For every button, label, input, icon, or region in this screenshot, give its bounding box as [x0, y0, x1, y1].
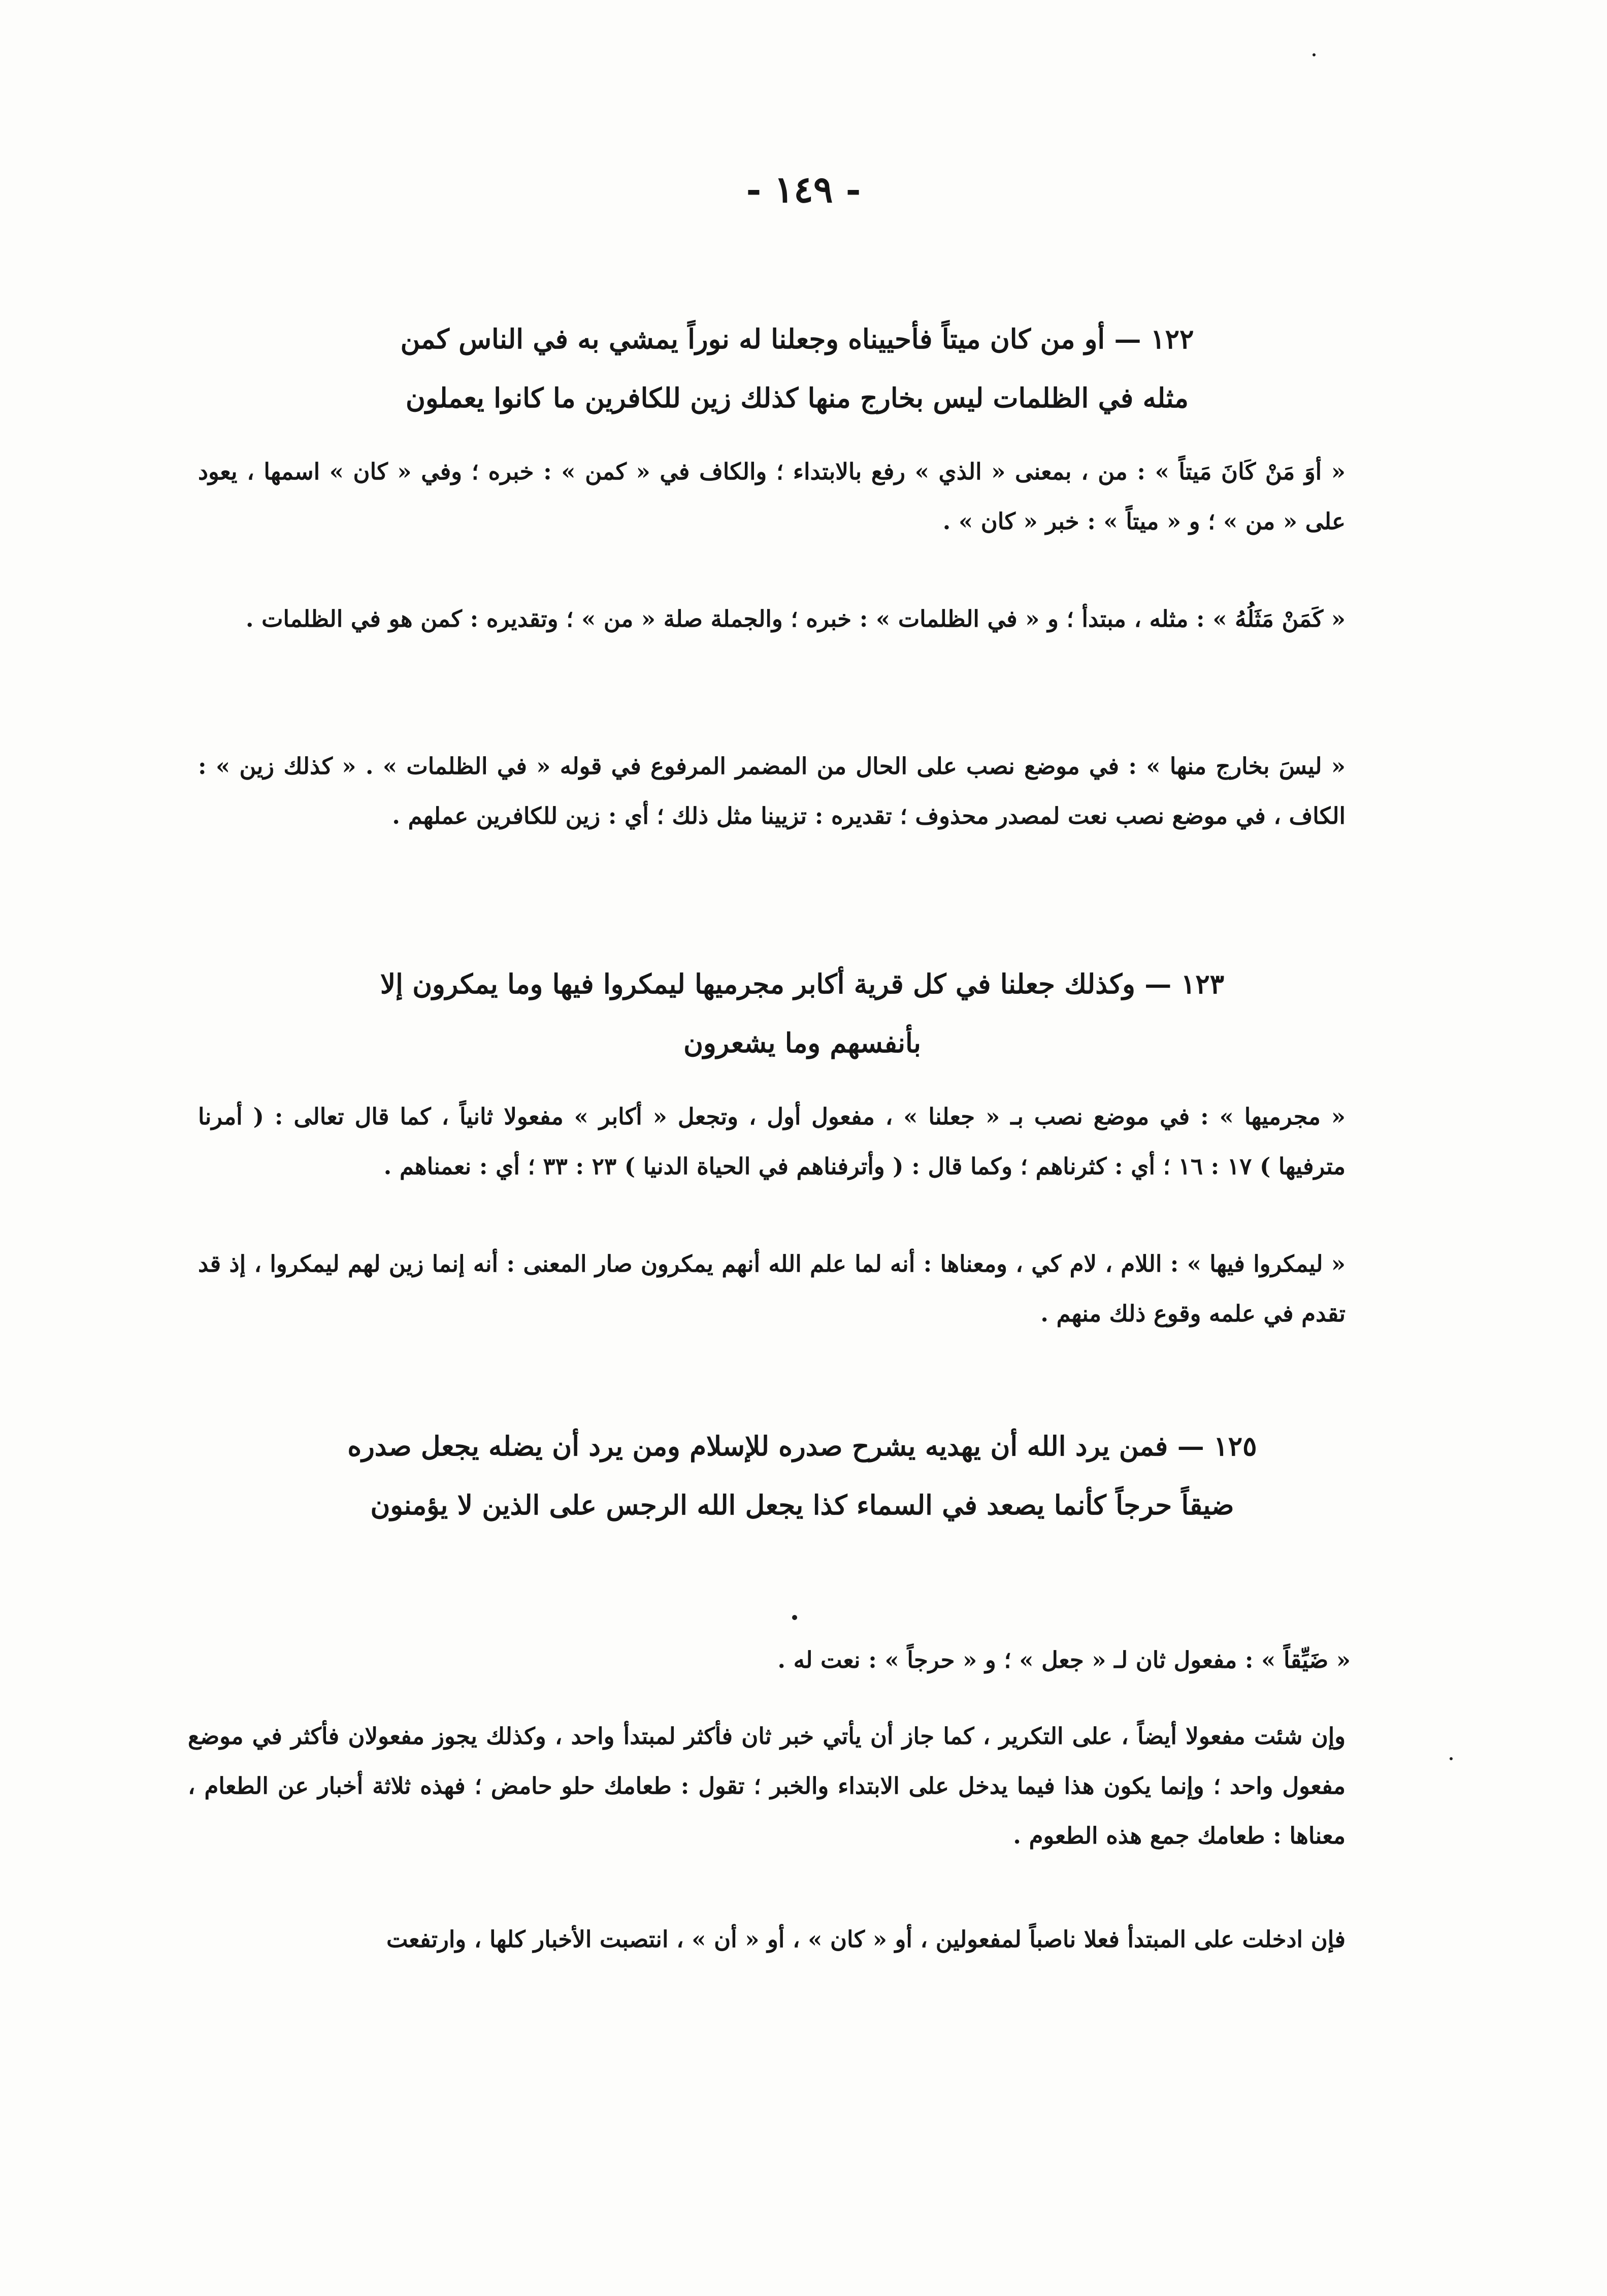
- commentary-paragraph: « ضَيِّقاً » : مفعول ثان لـ « جعل » ؛ و « حرجاً » : نعت له .: [777, 1646, 1351, 1673]
- page-number: - ١٤٩ -: [746, 168, 861, 211]
- scan-speck: [1450, 1757, 1453, 1760]
- verse-125: ١٢٥ — فمن يرد الله أن يهديه يشرح صدره للإسلام ومن يرد أن يضله يجعل صدره ضيقاً حرجاً كأنما يصعد في السماء كذا يجعل الله الرجس على الذين لا يؤمنون: [347, 1431, 1257, 1521]
- commentary-paragraph: « ليمكروا فيها » : اللام ، لام كي ، ومعناها : أنه لما علم الله أنهم يمكرون صار المعنى : أنه إنما زين لهم ليمكروا ، إذ قد تقدم في علمه وقوع ذلك منهم .: [198, 1250, 1346, 1327]
- commentary-paragraph: فإن ادخلت على المبتدأ فعلا ناصباً لمفعولين ، أو « كان » ، أو « أن » ، انتصبت الأخبار كلها ، وارتفعت: [386, 1926, 1346, 1953]
- commentary-paragraph: « مجرميها » : في موضع نصب بـ « جعلنا » ، مفعول أول ، وتجعل « أكابر » مفعولا ثانياً ، كما قال تعالى : ( أمرنا مترفيها ) ١٧ : ١٦ ؛ أي : كثرناهم ؛ وكما قال : ( وأترفناهم في الحياة الدنيا ) ٢٣ : ٣٣ ؛ أي : نعمناهم .: [198, 1103, 1346, 1180]
- commentary-paragraph: وإن شئت مفعولا أيضاً ، على التكرير ، كما جاز أن يأتي خبر ثان فأكثر لمبتدأ واحد ، وكذلك يجوز مفعولان فأكثر في موضع مفعول واحد ؛ وإنما يكون هذا فيما يدخل على الابتداء والخبر ؛ تقول : طعامك حلو حامض ؛ فهذه ثلاثة أخبار عن الطعام ، معناها : طعامك جمع هذه الطعوم .: [188, 1723, 1346, 1849]
- commentary-paragraph: « كَمَنْ مَثَلُهُ » : مثله ، مبتدأ ؛ و « في الظلمات » : خبره ؛ والجملة صلة « من » ؛ وتقديره : كمن هو في الظلمات .: [245, 605, 1346, 632]
- verse-122: ١٢٢ — أو من كان ميتاً فأحييناه وجعلنا له نوراً يمشي به في الناس كمن مثله في الظلمات ليس بخارج منها كذلك زين للكافرين ما كانوا يعملون: [400, 324, 1194, 414]
- scan-speck: [1313, 53, 1316, 56]
- verse-123: ١٢٣ — وكذلك جعلنا في كل قرية أكابر مجرميها ليمكروا فيها وما يمكرون إلا بأنفسهم وما يشعرون: [380, 968, 1225, 1059]
- scan-speck: [792, 1615, 797, 1620]
- commentary-paragraph: « أوَ مَنْ كَانَ مَيتاً » : من ، بمعنى « الذي » رفع بالابتداء ؛ والكاف في « كمن » : خبره ؛ وفي « كان » اسمها ، يعود على « من » ؛ و « ميتاً » : خبر « كان » .: [198, 458, 1346, 535]
- commentary-paragraph: « ليسَ بخارج منها » : في موضع نصب على الحال من المضمر المرفوع في قوله « في الظلمات » . « كذلك زين » : الكاف ، في موضع نصب نعت لمصدر محذوف ؛ تقديره : تزيينا مثل ذلك ؛ أي : زين للكافرين عملهم .: [198, 753, 1346, 829]
